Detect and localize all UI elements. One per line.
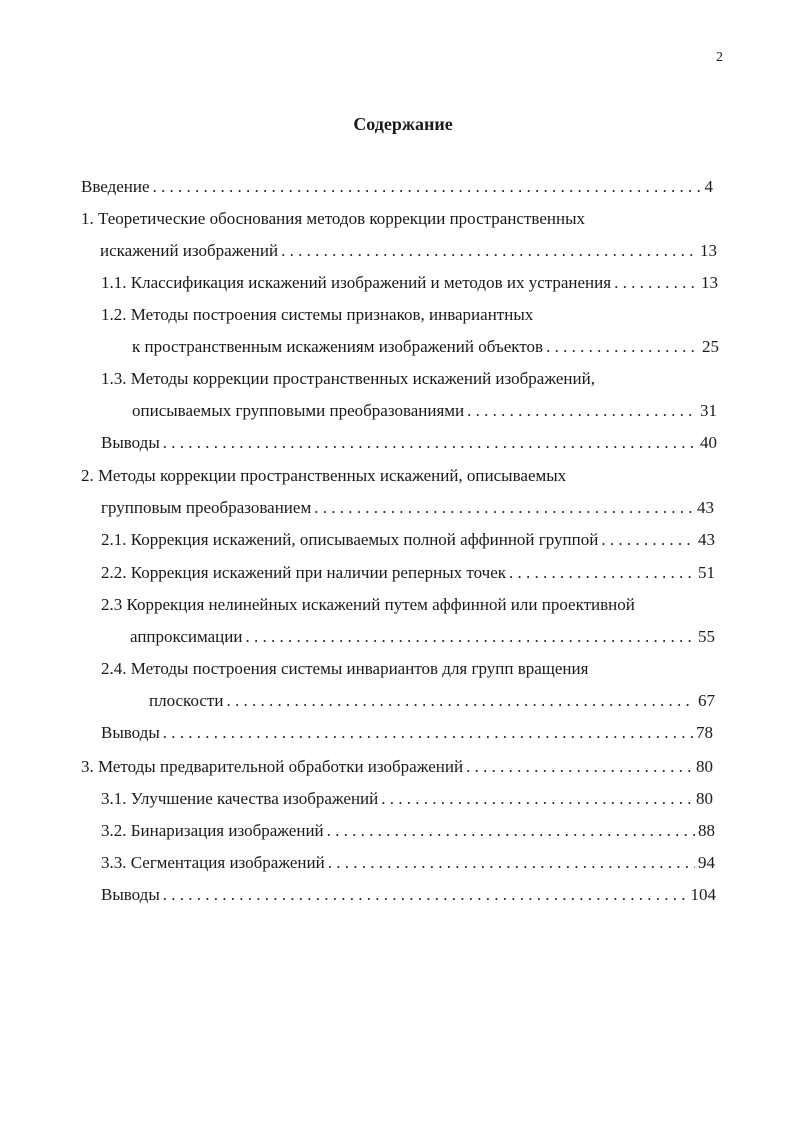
toc-entry-2-3-cont: аппроксимации . . . 55 <box>130 625 715 649</box>
toc-entry-2-4-cont: плоскости . . . 67 <box>149 689 715 713</box>
toc-entry-1-1: 1.1. Классификация искажений изображений и методов их устранения . . . 13 <box>101 271 718 295</box>
toc-entry-conclusions-1: Выводы . . . 40 <box>101 431 717 455</box>
toc-entry-1-2-cont: к пространственным искажениям изображений объектов . . . 25 <box>132 335 719 359</box>
toc-entry-2-3: 2.3 Коррекция нелинейных искажений путем аффинной или проективной <box>101 595 635 614</box>
page-number: 2 <box>716 50 723 65</box>
toc-entry-2-2: 2.2. Коррекция искажений при наличии реперных точек . . . 51 <box>101 561 715 585</box>
toc-entry-1-3-cont: описываемых групповыми преобразованиями . . . 31 <box>132 399 717 423</box>
toc-entry-chapter-2-cont: групповым преобразованием . . . 43 <box>101 496 714 520</box>
toc-entry-3-3: 3.3. Сегментация изображений . . . 94 <box>101 851 715 875</box>
toc-entry-conclusions-3: Выводы . . . 104 <box>101 883 716 907</box>
toc-entry-2-4: 2.4. Методы построения системы инвариантов для групп вращения <box>101 659 589 678</box>
toc-entry-chapter-2: 2. Методы коррекции пространственных искажений, описываемых <box>81 466 567 485</box>
toc-entry-conclusions-2: Выводы . . . 78 <box>101 721 713 745</box>
toc-entry-3-1: 3.1. Улучшение качества изображений . . . 80 <box>101 787 713 811</box>
toc-entry-2-1: 2.1. Коррекция искажений, описываемых полной аффинной группой . . . 43 <box>101 528 715 552</box>
toc-entry-3-2: 3.2. Бинаризация изображений . . . 88 <box>101 819 715 843</box>
toc-entry-introduction: Введение . . . 4 <box>81 175 713 199</box>
toc-entry-chapter-1: 1. Теоретические обоснования методов коррекции пространственных <box>81 209 585 228</box>
page-title: Содержание <box>353 114 453 134</box>
toc-entry-1-3: 1.3. Методы коррекции пространственных искажений изображений, <box>101 369 595 388</box>
toc-entry-chapter-1-cont: искажений изображений . . . 13 <box>100 239 717 263</box>
toc-entry-1-2: 1.2. Методы построения системы признаков, инвариантных <box>101 305 534 324</box>
toc-entry-chapter-3: 3. Методы предварительной обработки изображений . . . 80 <box>81 755 713 779</box>
